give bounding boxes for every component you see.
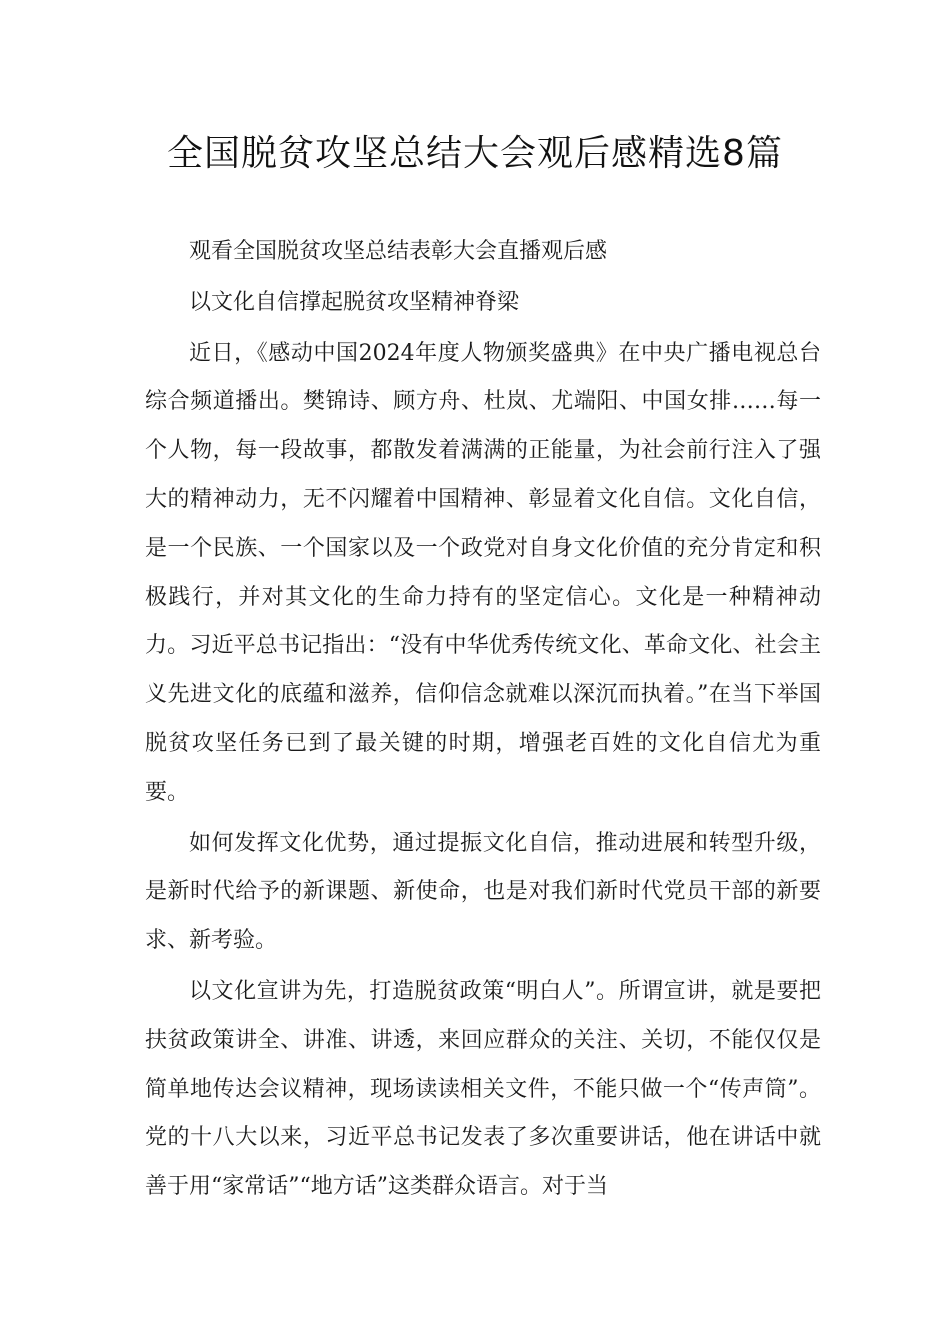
subtitle-line-2: 以文化自信撑起脱贫攻坚精神脊梁 (189, 289, 520, 315)
body-paragraph-1: 近日，《感动中国2024年度人物颁奖盛典》在中央广播电视总台综合频道播出。樊锦诗、顾方舟、杜岚、尤端阳、中国女排……每一个人物，每一段故事，都散发着满满的正能量，为社会前行注入了强大的精神动力，无不闪耀着中国精神、彰显着文化自信。文化自信，是一个民族、一个国家以及一个政党对自身文化价值的充分肯定和积极践行，并对其文化的生命力持有的坚定信心。文化是一种精神动力。习近平总书记指出：“没有中华优秀传统文化、革命文化、社会主义先进文化的底蕴和滋养，信仰信念就难以深沉而执着。”在当下举国脱贫攻坚任务已到了最关键的时期，增强老百姓的文化自信尤为重要。 (145, 340, 821, 805)
document-body (145, 228, 821, 1214)
body-paragraph-2: 如何发挥文化优势，通过提振文化自信，推动进展和转型升级，是新时代给予的新课题、新使命，也是对我们新时代党员干部的新要求、新考验。 (145, 830, 821, 954)
body-paragraph-3: 以文化宣讲为先，打造脱贫政策“明白人”。所谓宣讲，就是要把扶贫政策讲全、讲准、讲透，来回应群众的关注、关切，不能仅仅是简单地传达会议精神，现场读读相关文件，不能只做一个“传声筒”。党的十八大以来，习近平总书记发表了多次重要讲话，他在讲话中就善于用“家常话”“地方话”这类群众语言。对于当 (145, 978, 821, 1200)
document-title: 全国脱贫攻坚总结大会观后感精选8篇 (167, 133, 783, 174)
subtitle-line-1: 观看全国脱贫攻坚总结表彰大会直播观后感 (189, 239, 608, 264)
